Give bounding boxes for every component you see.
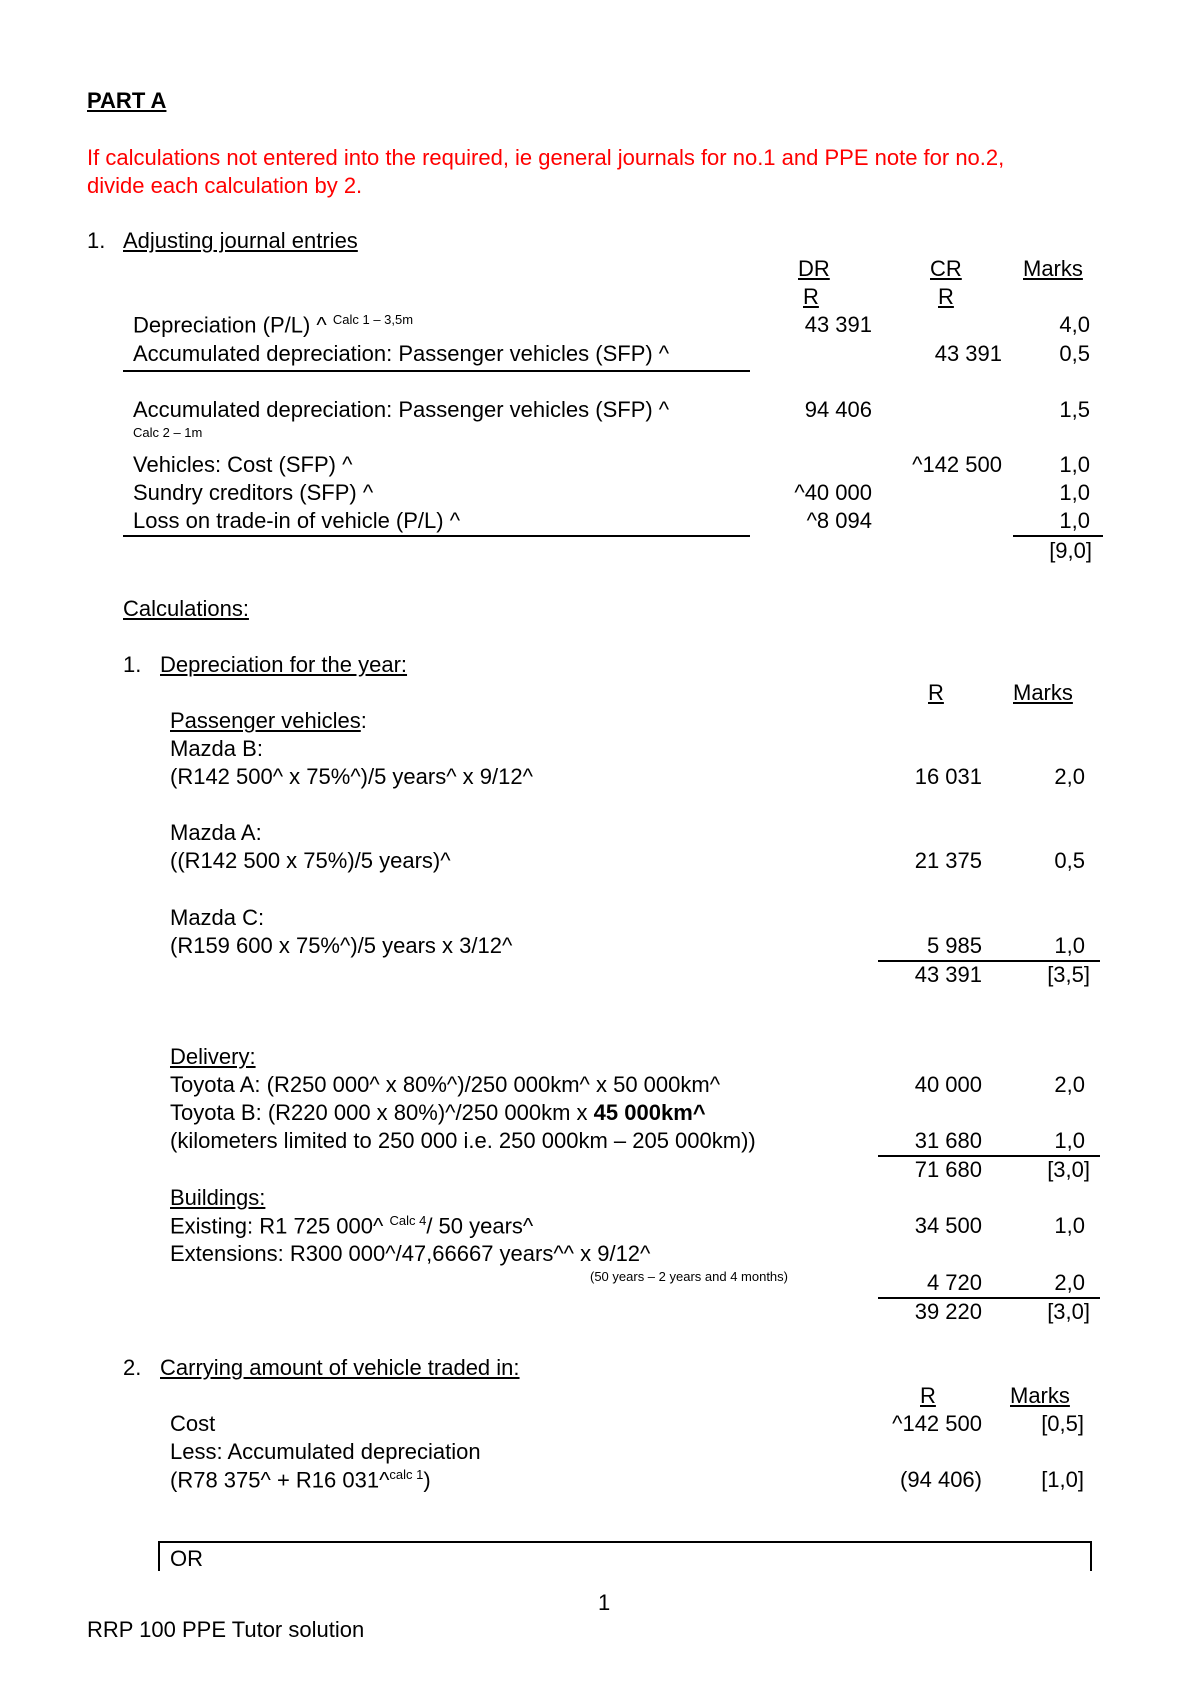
journal-divider: [123, 370, 750, 372]
calc-1-number: 1.: [123, 652, 142, 677]
mazda-b-marks: 2,0: [1054, 764, 1085, 789]
buildings-existing-formula: Existing: R1 725 000^ $^{Calc 4}$/ 50 years^: [170, 1213, 534, 1239]
calc-reference: calc 1: [389, 1467, 424, 1482]
journal-row-label: Accumulated depreciation: Passenger vehicles (SFP) ^: [133, 341, 670, 366]
section-1-heading: Adjusting journal entries: [123, 228, 358, 253]
calc-2-cost-marks: [0,5]: [1041, 1411, 1084, 1436]
journal-row-marks: 0,5: [1059, 341, 1090, 366]
calc-reference: Calc 2 – 1m: [133, 425, 203, 440]
journal-row-label: Depreciation (P/L) ^ $^{Calc 1 - 3,5m}$: [133, 312, 414, 338]
col-dr-header: DR: [798, 256, 830, 281]
calc-2-col-r: R: [920, 1383, 936, 1408]
mazda-a-formula: ((R142 500 x 75%)/5 years)^: [170, 848, 451, 873]
buildings-existing-marks: 1,0: [1054, 1213, 1085, 1238]
calc-2-less-label: Less: Accumulated depreciation: [170, 1439, 481, 1464]
journal-divider: [123, 535, 750, 537]
journal-row-marks: 1,5: [1059, 397, 1090, 422]
or-label: OR: [170, 1546, 203, 1571]
journal-row-dr: 94 406: [804, 397, 872, 422]
calc-reference: Calc 1 – 3,5m: [332, 312, 414, 327]
mazda-b-formula: (R142 500^ x 75%^)/5 years^ x 9/12^: [170, 764, 533, 789]
footer-text: RRP 100 PPE Tutor solution: [87, 1617, 365, 1642]
col-dr-unit: R: [803, 284, 819, 309]
journal-row-label: Loss on trade-in of vehicle (P/L) ^: [133, 508, 461, 533]
calc-2-heading: Carrying amount of vehicle traded in:: [160, 1355, 520, 1380]
journal-row-cr: 43 391: [934, 341, 1002, 366]
instruction-line-1: If calculations not entered into the required, ie general journals for no.1 and PPE note for no.2,: [87, 145, 1005, 170]
delivery-total-marks: [3,0]: [1047, 1157, 1090, 1182]
journal-row-marks: 1,0: [1059, 508, 1090, 533]
journal-row-dr: 43 391: [804, 312, 872, 337]
buildings-extensions-formula: Extensions: R300 000^/47,66667 years^^ x 9/12^: [170, 1241, 651, 1266]
journal-row-marks: 1,0: [1059, 480, 1090, 505]
passenger-heading: Passenger vehicles:: [170, 708, 367, 733]
calc-2-value: (94 406): [900, 1467, 982, 1492]
buildings-total-marks: [3,0]: [1047, 1299, 1090, 1324]
page-number: 1: [598, 1590, 611, 1615]
passenger-total-marks: [3,5]: [1047, 962, 1090, 987]
delivery-heading: Delivery:: [170, 1044, 256, 1069]
calc-2-marks: [1,0]: [1041, 1467, 1084, 1492]
calc-1-col-marks: Marks: [1013, 680, 1073, 705]
calc-1-col-r: R: [928, 680, 944, 705]
or-box-top: [158, 1541, 1092, 1543]
mazda-a-label: Mazda A:: [170, 820, 262, 845]
toyota-b-value: 31 680: [914, 1128, 982, 1153]
journal-row-marks: 4,0: [1059, 312, 1090, 337]
journal-row-label: Accumulated depreciation: Passenger vehicles (SFP) ^: [133, 397, 670, 422]
toyota-b-note: (kilometers limited to 250 000 i.e. 250 000km – 205 000km)): [170, 1128, 756, 1153]
passenger-total-value: 43 391: [914, 962, 982, 987]
buildings-existing-value: 34 500: [914, 1213, 982, 1238]
mazda-a-marks: 0,5: [1054, 848, 1085, 873]
buildings-extensions-note: (50 years – 2 years and 4 months): [590, 1269, 788, 1284]
col-cr-header: CR: [930, 256, 962, 281]
journal-row-marks: 1,0: [1059, 452, 1090, 477]
section-1-number: 1.: [87, 228, 106, 253]
toyota-b-marks: 1,0: [1054, 1128, 1085, 1153]
page-title: PART A: [87, 88, 167, 113]
calc-2-cost-label: Cost: [170, 1411, 216, 1436]
buildings-extensions-value: 4 720: [926, 1270, 982, 1295]
toyota-a-marks: 2,0: [1054, 1072, 1085, 1097]
journal-row-dr: ^8 094: [806, 508, 872, 533]
toyota-a-formula: Toyota A: (R250 000^ x 80%^)/250 000km^ x 50 000km^: [170, 1072, 721, 1097]
calculations-heading: Calculations:: [123, 596, 249, 621]
mazda-b-label: Mazda B:: [170, 736, 263, 761]
calc-2-formula: (R78 375^ + R16 031^$^{calc 1}$): [170, 1467, 431, 1493]
journal-row-label: Vehicles: Cost (SFP) ^: [133, 452, 353, 477]
journal-row-dr: ^40 000: [794, 480, 872, 505]
section-1-total-marks: [9,0]: [1049, 538, 1092, 563]
mazda-a-value: 21 375: [914, 848, 982, 873]
or-box-left: [158, 1541, 160, 1571]
calc-2-cost-value: ^142 500: [892, 1411, 982, 1436]
mazda-c-value: 5 985: [926, 933, 982, 958]
journal-row-cr: ^142 500: [912, 452, 1002, 477]
buildings-extensions-marks: 2,0: [1054, 1270, 1085, 1295]
mazda-c-marks: 1,0: [1054, 933, 1085, 958]
calc-2-col-marks: Marks: [1010, 1383, 1070, 1408]
mazda-c-label: Mazda C:: [170, 905, 265, 930]
buildings-total-value: 39 220: [914, 1299, 982, 1324]
col-marks-header: Marks: [1023, 256, 1083, 281]
toyota-b-formula: Toyota B: (R220 000 x 80%)^/250 000km x 45 000km^: [170, 1100, 706, 1125]
or-box-right: [1090, 1541, 1092, 1571]
calc-1-heading: Depreciation for the year:: [160, 652, 408, 677]
col-cr-unit: R: [938, 284, 954, 309]
calc-reference: Calc 4: [389, 1213, 427, 1228]
mazda-c-formula: (R159 600 x 75%^)/5 years x 3/12^: [170, 933, 513, 958]
delivery-total-value: 71 680: [914, 1157, 982, 1182]
mazda-b-value: 16 031: [914, 764, 982, 789]
toyota-a-value: 40 000: [914, 1072, 982, 1097]
marks-total-line: [1013, 535, 1103, 537]
calc-2-number: 2.: [123, 1355, 142, 1380]
buildings-heading: Buildings:: [170, 1185, 266, 1210]
instruction-line-2: divide each calculation by 2.: [87, 173, 363, 198]
journal-row-label: Sundry creditors (SFP) ^: [133, 480, 374, 505]
